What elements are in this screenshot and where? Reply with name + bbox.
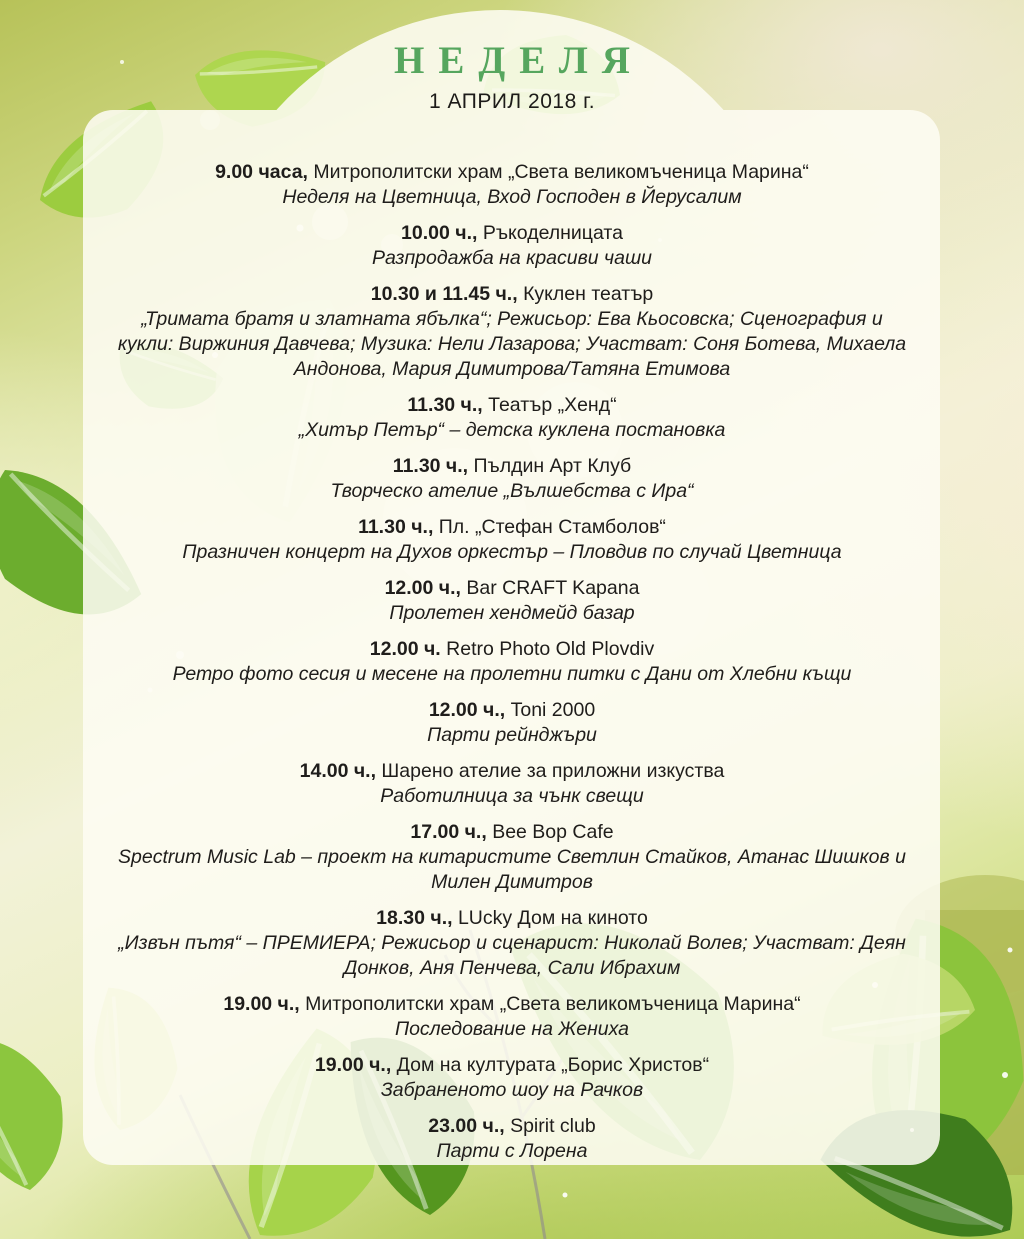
event-item — [112, 576, 912, 626]
event-venue: Куклен театър — [523, 283, 654, 305]
event-time: 10.30 и 11.45 ч., — [370, 283, 518, 305]
event-time: 23.00 ч., — [428, 1115, 505, 1137]
event-item — [112, 759, 912, 809]
event-venue: Митрополитски храм „Света великомъченица Марина“ — [313, 161, 809, 183]
event-heading — [112, 282, 912, 307]
poster-date: 1 АПРИЛ 2018 г. — [428, 90, 596, 113]
event-heading — [112, 221, 912, 246]
event-heading — [112, 576, 912, 601]
event-time: 12.00 ч. — [369, 638, 441, 660]
event-venue: Ръкоделницата — [482, 222, 623, 244]
event-list — [112, 160, 912, 1164]
event-heading — [112, 160, 912, 185]
event-heading — [112, 698, 912, 723]
event-item — [112, 515, 912, 565]
event-venue: Retro Photo Old Plovdiv — [446, 638, 655, 660]
event-item — [112, 160, 912, 210]
event-venue: Дом на културата „Борис Христов“ — [396, 1054, 710, 1076]
event-venue: Spirit club — [510, 1115, 596, 1137]
event-heading — [112, 515, 912, 540]
event-description: Творческо ателие „Вълшебства с Ира“ — [330, 480, 694, 502]
event-item — [112, 820, 912, 895]
event-venue: Митрополитски храм „Света великомъченица Марина“ — [305, 993, 801, 1015]
event-time: 11.30 ч., — [407, 394, 483, 416]
event-description: „Извън пътя“ – ПРЕМИЕРА; Режисьор и сценарист: Николай Волев; Участват: Деян Донков, Аня Пенчева, Сали Ибрахим — [118, 932, 906, 979]
page-title: НЕДЕЛЯ — [394, 39, 644, 82]
event-time: 12.00 ч., — [428, 699, 506, 721]
event-time: 14.00 ч., — [299, 760, 376, 782]
event-heading — [112, 820, 912, 845]
event-item — [112, 393, 912, 443]
event-description: Забраненото шоу на Рачков — [380, 1079, 644, 1101]
event-description: „Тримата братя и златната ябълка“; Режисьор: Ева Кьосовска; Сценография и кукли: Виржиния Давчева; Музика: Нели Лазарова; Участват: Соня Ботева, Михаела Андонова, Мария Димитрова/Татяна Етимова — [117, 308, 907, 380]
event-time: 11.30 ч., — [358, 516, 434, 538]
event-description: Парти рейнджъри — [427, 724, 597, 746]
event-description: Неделя на Цветница, Вход Господен в Йерусалим — [282, 186, 742, 208]
event-description: Ретро фото сесия и месене на пролетни питки с Дани от Хлебни къщи — [172, 663, 852, 685]
event-venue: Toni 2000 — [510, 699, 596, 721]
event-description: Празничен концерт на Духов оркестър – Пловдив по случай Цветница — [182, 541, 842, 563]
event-heading — [112, 906, 912, 931]
event-venue: Театър „Хенд“ — [488, 394, 617, 416]
event-time: 11.30 ч., — [392, 455, 469, 477]
event-item — [112, 992, 912, 1042]
event-venue: Пл. „Стефан Стамболов“ — [438, 516, 666, 538]
event-description: Spectrum Music Lab – проект на китаристите Светлин Стайков, Атанас Шишков и Милен Димитров — [118, 846, 906, 893]
event-item — [112, 1114, 912, 1164]
event-item — [112, 698, 912, 748]
event-time: 10.00 ч., — [401, 222, 478, 244]
event-venue: Bee Bop Cafe — [492, 821, 614, 843]
event-time: 9.00 часа, — [215, 161, 308, 183]
event-heading — [112, 454, 912, 479]
event-time: 19.00 ч., — [223, 993, 300, 1015]
event-venue: Пълдин Арт Клуб — [473, 455, 632, 477]
event-item — [112, 1053, 912, 1103]
event-description: Последование на Жениха — [394, 1018, 630, 1040]
event-time: 19.00 ч., — [314, 1054, 392, 1076]
event-description: Пролетен хендмейд базар — [389, 602, 635, 624]
event-description: „Хитър Петър“ – детска куклена постановка — [298, 419, 726, 441]
event-venue: Bar CRAFT Kapana — [466, 577, 640, 599]
event-item — [112, 221, 912, 271]
event-item — [112, 637, 912, 687]
event-time: 12.00 ч., — [384, 577, 461, 599]
event-heading — [112, 992, 912, 1017]
event-heading — [112, 759, 912, 784]
event-description: Работилница за чънк свещи — [380, 785, 644, 807]
event-venue: LUcky Дом на киното — [457, 907, 648, 929]
event-heading — [112, 1114, 912, 1139]
event-heading — [112, 393, 912, 418]
event-description: Парти с Лорена — [436, 1140, 588, 1162]
event-heading — [112, 1053, 912, 1078]
event-time: 17.00 ч., — [410, 821, 487, 843]
event-description: Разпродажба на красиви чаши — [371, 247, 653, 269]
event-item — [112, 906, 912, 981]
event-heading — [112, 637, 912, 662]
event-item — [112, 282, 912, 382]
event-time: 18.30 ч., — [376, 907, 453, 929]
event-item — [112, 454, 912, 504]
event-venue: Шарено ателие за приложни изкуства — [381, 760, 725, 782]
